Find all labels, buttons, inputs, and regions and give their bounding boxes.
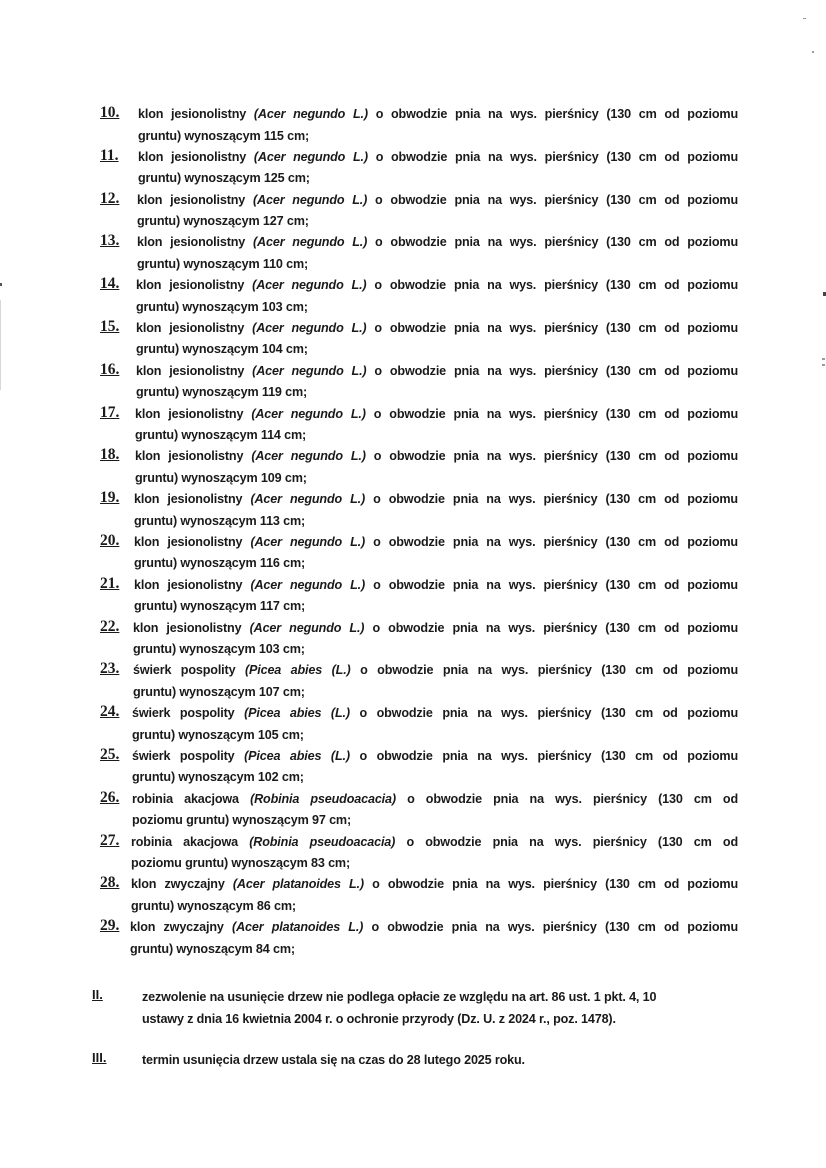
scan-speck — [0, 283, 2, 286]
item-number: 23. — [100, 660, 120, 678]
item-line-1 — [132, 746, 738, 768]
decision-sections — [92, 987, 742, 1092]
tree-item — [98, 404, 738, 447]
item-text — [133, 660, 738, 703]
item-line-2 — [136, 297, 738, 319]
circumference-unit: cm; — [287, 128, 310, 143]
measurement-lead: gruntu) wynoszącym — [133, 642, 256, 657]
latin-name: (Acer negundo L.) — [253, 149, 368, 164]
section-line: zezwolenie na usunięcie drzew nie podlega opłacie ze względu na art. 86 ust. 1 pkt. 4, 10 — [142, 990, 657, 1004]
measurement-lead: gruntu) wynoszącym — [136, 385, 259, 400]
item-line-1 — [132, 703, 738, 725]
species-name: robinia akacjowa — [132, 791, 239, 806]
species-name: klon jesionolistny — [136, 363, 245, 378]
item-text — [134, 575, 738, 618]
latin-name: (Acer negundo L.) — [253, 192, 368, 207]
circumference-value: 107 — [258, 684, 280, 699]
section-ii — [92, 987, 742, 1030]
item-number: 29. — [100, 917, 120, 935]
item-text — [131, 832, 738, 875]
circumference-unit: cm; — [281, 770, 304, 785]
item-line-1 — [136, 318, 738, 340]
tree-item — [98, 789, 738, 832]
circumference-value: 114 — [260, 428, 281, 443]
item-line-1 — [136, 361, 738, 383]
item-text — [132, 703, 738, 746]
latin-name: (Acer negundo L.) — [252, 278, 367, 293]
item-text — [130, 917, 738, 960]
item-text — [135, 404, 738, 447]
measurement-lead: poziomu gruntu) wynoszącym — [132, 813, 309, 828]
item-line-2 — [135, 468, 738, 490]
tree-item — [98, 703, 738, 746]
measurement-description: o obwodzie pnia na wys. pierśnicy (130 cm od poziomu — [360, 663, 739, 678]
item-number: 10. — [100, 104, 120, 121]
tree-item — [98, 232, 738, 275]
circumference-value: 102 — [257, 770, 279, 785]
circumference-unit: cm; — [283, 513, 306, 528]
circumference-value: 103 — [258, 642, 280, 657]
species-name: świerk pospolity — [132, 748, 235, 763]
item-text — [134, 532, 738, 575]
species-name: klon jesionolistny — [136, 278, 245, 293]
species-name: klon jesionolistny — [136, 320, 245, 335]
species-name: robinia akacjowa — [131, 834, 238, 849]
item-line-2 — [137, 254, 738, 276]
species-name: klon jesionolistny — [137, 192, 246, 207]
item-text — [132, 789, 738, 832]
circumference-value: 119 — [261, 385, 282, 400]
item-line-2 — [131, 896, 738, 918]
item-line-2 — [135, 425, 738, 447]
measurement-description: o obwodzie pnia na wys. pierśnicy (130 cm od poziomu — [372, 877, 738, 892]
circumference-value: 125 — [263, 171, 285, 186]
item-line-2 — [134, 553, 738, 575]
tree-item — [98, 275, 738, 318]
tree-item — [98, 660, 738, 703]
measurement-lead: gruntu) wynoszącym — [130, 941, 253, 956]
latin-name: (Acer negundo L.) — [253, 107, 368, 121]
item-line-1 — [134, 575, 738, 597]
circumference-unit: cm; — [328, 856, 351, 871]
circumference-unit: cm; — [286, 214, 309, 229]
measurement-lead: gruntu) wynoszącym — [136, 342, 259, 357]
latin-name: (Acer negundo L.) — [250, 577, 366, 592]
circumference-unit: cm; — [284, 470, 307, 485]
measurement-description: o obwodzie pnia na wys. pierśnicy (130 cm od poziomu — [375, 149, 738, 164]
latin-name: (Acer negundo L.) — [253, 235, 368, 250]
species-name: klon zwyczajny — [131, 877, 225, 892]
scan-speck — [803, 18, 806, 19]
tree-item — [98, 318, 738, 361]
item-text — [135, 446, 738, 489]
tree-list — [98, 104, 738, 960]
item-text — [136, 318, 738, 361]
section-numeral: II. — [92, 987, 103, 1002]
measurement-lead: gruntu) wynoszącym — [134, 556, 257, 571]
measurement-lead: gruntu) wynoszącym — [138, 171, 261, 186]
species-name: klon jesionolistny — [137, 235, 246, 250]
measurement-description: o obwodzie pnia na wys. pierśnicy (130 cm od poziomu — [375, 107, 738, 121]
item-line-1 — [134, 532, 738, 554]
item-line-1 — [138, 104, 738, 126]
item-line-1 — [138, 147, 738, 169]
item-number: 19. — [100, 489, 120, 507]
measurement-description: o obwodzie pnia na wys. pierśnicy (130 cm od poziomu — [373, 534, 738, 549]
item-line-2 — [132, 767, 738, 789]
measurement-lead: gruntu) wynoszącym — [134, 513, 257, 528]
item-line-2 — [132, 810, 738, 832]
measurement-description: o obwodzie pnia na wys. pierśnicy (130 cm od poziomu — [374, 278, 738, 293]
circumference-value: 110 — [262, 256, 283, 271]
tree-item — [98, 104, 738, 147]
latin-name: (Picea abies (L.) — [244, 706, 350, 721]
species-name: klon jesionolistny — [138, 107, 247, 121]
latin-name: (Picea abies (L.) — [244, 663, 351, 678]
measurement-description: o obwodzie pnia na wys. pierśnicy (130 cm od poziomu — [359, 706, 738, 721]
measurement-description: o obwodzie pnia na wys. pierśnicy (130 cm od poziomu — [373, 449, 739, 464]
section-line: termin usunięcia drzew ustala się na czas do 28 lutego 2025 roku. — [142, 1053, 525, 1067]
measurement-lead: gruntu) wynoszącym — [136, 299, 259, 314]
circumference-value: 117 — [259, 599, 280, 614]
item-number: 28. — [100, 874, 120, 892]
item-number: 18. — [100, 446, 120, 464]
item-line-1 — [135, 404, 738, 426]
item-text — [136, 275, 738, 318]
measurement-lead: gruntu) wynoszącym — [131, 898, 254, 913]
section-line: ustawy z dnia 16 kwietnia 2004 r. o ochronie przyrody (Dz. U. z 2024 r., poz. 1478). — [142, 1011, 616, 1026]
circumference-unit: cm; — [283, 599, 306, 614]
item-number: 14. — [100, 275, 120, 293]
measurement-lead: gruntu) wynoszącym — [133, 684, 256, 699]
circumference-unit: cm; — [281, 727, 304, 742]
item-line-1 — [131, 832, 738, 854]
item-text — [137, 232, 738, 275]
latin-name: (Acer negundo L.) — [251, 449, 366, 464]
measurement-description: o obwodzie pnia na wys. pierśnicy (130 cm od poziomu — [373, 577, 738, 592]
latin-name: (Robinia pseudoacacia) — [249, 834, 396, 849]
latin-name: (Acer negundo L.) — [250, 534, 366, 549]
latin-name: (Acer negundo L.) — [252, 320, 367, 335]
circumference-unit: cm; — [282, 642, 305, 657]
tree-item — [98, 832, 738, 875]
item-line-1 — [135, 446, 738, 468]
item-line-2 — [132, 725, 738, 747]
circumference-value: 109 — [260, 470, 282, 485]
item-number: 16. — [100, 360, 120, 378]
item-line-2 — [138, 126, 738, 148]
item-number: 25. — [100, 745, 120, 763]
measurement-lead: gruntu) wynoszącym — [135, 428, 258, 443]
measurement-description: o obwodzie pnia na wys. pierśnicy (130 cm od poziomu — [371, 920, 738, 935]
scan-edge — [0, 300, 1, 390]
circumference-value: 86 — [256, 898, 271, 913]
species-name: klon jesionolistny — [138, 149, 247, 164]
measurement-description: o obwodzie pnia na wys. pierśnicy (130 cm od poziomu — [375, 192, 738, 207]
item-number: 17. — [100, 403, 120, 421]
item-line-2 — [134, 511, 738, 533]
item-line-2 — [133, 639, 738, 661]
circumference-value: 97 — [311, 813, 326, 828]
latin-name: (Acer negundo L.) — [252, 363, 367, 378]
tree-item — [98, 874, 738, 917]
measurement-description: o obwodzie pnia na wys. pierśnicy (130 cm od poziomu — [373, 492, 738, 507]
item-text — [133, 618, 738, 661]
measurement-lead: gruntu) wynoszącym — [138, 128, 261, 143]
circumference-value: 84 — [255, 941, 270, 956]
item-line-1 — [133, 618, 738, 640]
latin-name: (Acer negundo L.) — [250, 492, 366, 507]
latin-name: (Acer negundo L.) — [251, 406, 366, 421]
measurement-description: o obwodzie pnia na wys. pierśnicy (130 cm od — [407, 791, 738, 806]
tree-item — [98, 147, 738, 190]
item-line-2 — [131, 853, 738, 875]
circumference-value: 104 — [261, 342, 283, 357]
item-line-1 — [131, 874, 738, 896]
item-line-1 — [130, 917, 738, 939]
latin-name: (Acer negundo L.) — [249, 620, 365, 635]
measurement-lead: gruntu) wynoszącym — [137, 256, 260, 271]
measurement-description: o obwodzie pnia na wys. pierśnicy (130 cm od poziomu — [375, 235, 738, 250]
scan-speck — [822, 358, 825, 360]
latin-name: (Picea abies (L.) — [244, 748, 350, 763]
circumference-unit: cm; — [286, 256, 309, 271]
item-line-1 — [133, 660, 738, 682]
measurement-description: o obwodzie pnia na wys. pierśnicy (130 cm od poziomu — [373, 406, 739, 421]
measurement-description: o obwodzie pnia na wys. pierśnicy (130 cm od poziomu — [374, 320, 738, 335]
species-name: świerk pospolity — [133, 663, 236, 678]
circumference-unit: cm; — [284, 428, 307, 443]
circumference-value: 83 — [310, 856, 325, 871]
tree-item — [98, 575, 738, 618]
item-number: 26. — [100, 788, 120, 806]
tree-item — [98, 446, 738, 489]
latin-name: (Robinia pseudoacacia) — [250, 791, 396, 806]
item-text — [132, 746, 738, 789]
latin-name: (Acer platanoides L.) — [232, 920, 364, 935]
item-text — [134, 489, 738, 532]
item-number: 27. — [100, 831, 120, 849]
item-line-2 — [138, 168, 738, 190]
measurement-description: o obwodzie pnia na wys. pierśnicy (130 cm od — [406, 834, 738, 849]
item-text — [137, 190, 738, 233]
circumference-unit: cm; — [283, 556, 306, 571]
item-number: 13. — [100, 232, 120, 250]
item-number: 15. — [100, 317, 120, 335]
species-name: klon jesionolistny — [133, 620, 242, 635]
tree-item — [98, 361, 738, 404]
measurement-lead: gruntu) wynoszącym — [132, 770, 255, 785]
measurement-description: o obwodzie pnia na wys. pierśnicy (130 cm od poziomu — [359, 748, 738, 763]
circumference-unit: cm; — [274, 898, 296, 913]
section-text — [142, 1050, 742, 1072]
measurement-description: o obwodzie pnia na wys. pierśnicy (130 cm od poziomu — [372, 620, 738, 635]
scan-speck — [822, 364, 825, 366]
tree-item — [98, 917, 738, 960]
tree-item — [98, 618, 738, 661]
item-line-2 — [137, 211, 738, 233]
species-name: klon jesionolistny — [135, 449, 244, 464]
section-numeral: III. — [92, 1050, 107, 1065]
item-number: 12. — [100, 189, 120, 207]
circumference-value: 127 — [262, 214, 284, 229]
measurement-lead: gruntu) wynoszącym — [132, 727, 255, 742]
item-number: 24. — [100, 703, 120, 721]
item-line-1 — [132, 789, 738, 811]
tree-item — [98, 190, 738, 233]
circumference-unit: cm; — [285, 385, 308, 400]
species-name: klon jesionolistny — [134, 577, 243, 592]
measurement-lead: gruntu) wynoszącym — [135, 470, 258, 485]
section-iii — [92, 1050, 742, 1072]
item-line-1 — [137, 232, 738, 254]
circumference-value: 105 — [257, 727, 279, 742]
item-text — [136, 361, 738, 404]
measurement-description: o obwodzie pnia na wys. pierśnicy (130 cm od poziomu — [374, 363, 738, 378]
measurement-lead: gruntu) wynoszącym — [134, 599, 257, 614]
circumference-value: 116 — [259, 556, 280, 571]
tree-item — [98, 746, 738, 789]
item-number: 21. — [100, 574, 120, 592]
item-line-2 — [134, 596, 738, 618]
tree-item — [98, 489, 738, 532]
circumference-value: 103 — [261, 299, 283, 314]
circumference-unit: cm; — [282, 684, 305, 699]
scan-speck — [812, 51, 814, 53]
circumference-unit: cm; — [287, 171, 310, 186]
species-name: świerk pospolity — [132, 706, 235, 721]
item-text — [138, 147, 738, 190]
species-name: klon jesionolistny — [134, 534, 243, 549]
item-number: 20. — [100, 531, 120, 549]
item-line-2 — [133, 682, 738, 704]
item-text — [131, 874, 738, 917]
item-line-2 — [136, 382, 738, 404]
circumference-unit: cm; — [285, 342, 308, 357]
measurement-lead: gruntu) wynoszącym — [137, 214, 260, 229]
tree-item — [98, 532, 738, 575]
measurement-lead: poziomu gruntu) wynoszącym — [131, 856, 308, 871]
item-line-1 — [136, 275, 738, 297]
section-text — [142, 987, 742, 1030]
item-text — [138, 104, 738, 147]
circumference-unit: cm; — [329, 813, 352, 828]
item-line-1 — [134, 489, 738, 511]
item-line-1 — [137, 190, 738, 212]
species-name: klon jesionolistny — [134, 492, 243, 507]
item-line-2 — [130, 939, 738, 961]
item-number: 22. — [100, 617, 120, 635]
species-name: klon zwyczajny — [130, 920, 224, 935]
circumference-value: 113 — [259, 513, 280, 528]
species-name: klon jesionolistny — [135, 406, 244, 421]
circumference-unit: cm; — [273, 941, 295, 956]
latin-name: (Acer platanoides L.) — [232, 877, 364, 892]
circumference-value: 115 — [263, 128, 284, 143]
item-number: 11. — [100, 146, 119, 164]
circumference-unit: cm; — [285, 299, 308, 314]
item-line-2 — [136, 339, 738, 361]
